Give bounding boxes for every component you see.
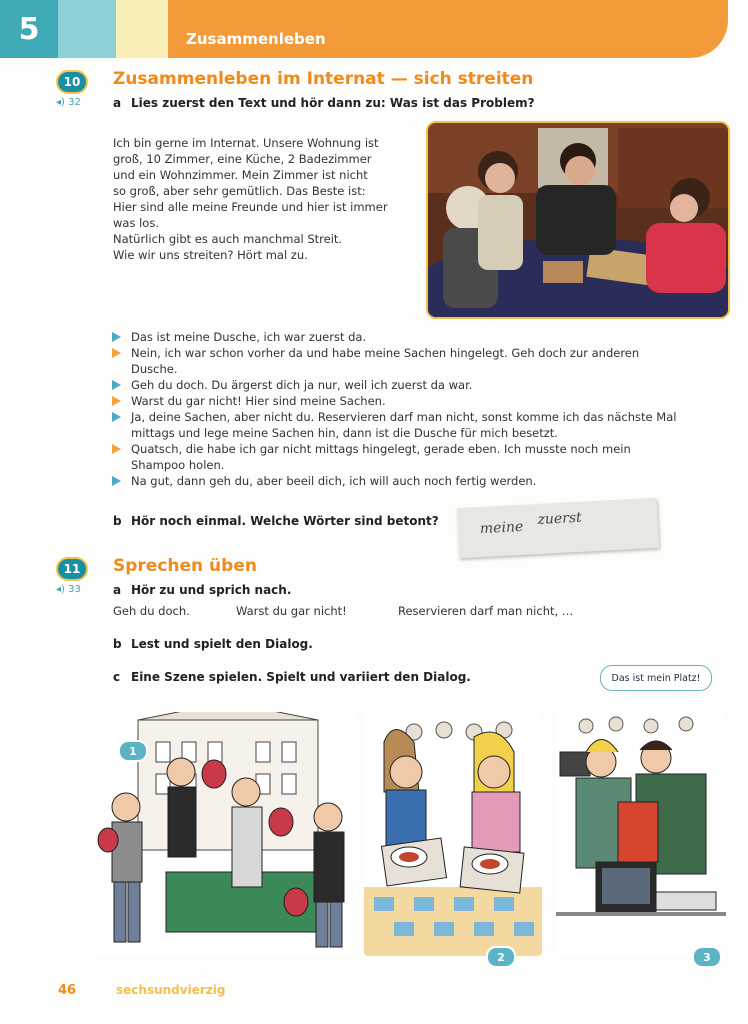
stressed-words-note: [457, 498, 659, 558]
intro-line: und ein Wohnzimmer. Mein Zimmer ist nicht: [113, 168, 368, 182]
sub-letter: b: [113, 514, 122, 528]
chapter-title: Zusammenleben: [186, 30, 326, 48]
phrase-3: Reservieren darf man nicht, …: [398, 604, 574, 618]
exercise-11b-instruction: [113, 637, 313, 651]
dialogue-line: [112, 377, 684, 393]
dialogue-text: Das ist meine Dusche, ich war zuerst da.: [131, 330, 367, 344]
speaker-b-marker: [112, 396, 121, 406]
dialogue-line: [112, 345, 684, 377]
dialogue-line: [112, 409, 684, 441]
dialogue-text: Na gut, dann geh du, aber beeil dich, ich will auch noch fertig werden.: [131, 474, 537, 488]
speaker-a-marker: [112, 476, 121, 486]
intro-line: Ich bin gerne im Internat. Unsere Wohnung ist: [113, 136, 379, 150]
dialogue-line: [112, 473, 684, 489]
exercise-10-title: Zusammenleben im Internat — sich streiten: [113, 69, 534, 89]
exercise-11a-instruction: [113, 583, 291, 597]
speaker-icon: ◂): [56, 97, 65, 108]
chapter-number: 5: [0, 0, 58, 58]
dialogue-text: Quatsch, die habe ich gar nicht mittags hingelegt, gerade eben. Ich musste noch mein Shampoo holen.: [131, 442, 631, 472]
dialogue-text: Nein, ich war schon vorher da und habe meine Sachen hingelegt. Geh doch zur anderen Dusche.: [131, 346, 640, 376]
audio-track-33[interactable]: [56, 584, 81, 595]
intro-line: Natürlich gibt es auch manchmal Streit.: [113, 232, 343, 246]
sub-text: Eine Szene spielen. Spielt und variiert den Dialog.: [131, 670, 471, 684]
exercise-10-badge: 10: [56, 70, 88, 94]
header-bar: [168, 0, 728, 58]
note-word: zuerst: [537, 509, 583, 529]
dialogue-text: Warst du gar nicht! Hier sind meine Sachen.: [131, 394, 386, 408]
intro-line: was los.: [113, 216, 159, 230]
exercise-11-title: Sprechen üben: [113, 556, 257, 576]
dialogue-text: Geh du doch. Du ärgerst dich ja nur, weil ich zuerst da war.: [131, 378, 473, 392]
sub-letter: a: [113, 96, 122, 110]
speaker-a-marker: [112, 380, 121, 390]
speaker-icon: ◂): [56, 584, 65, 595]
scene-3-computer-room: [556, 712, 726, 956]
speaker-a-marker: [112, 332, 121, 342]
phrase-2: Warst du gar nicht!: [236, 604, 347, 618]
track-number: 33: [68, 584, 81, 595]
dialogue-line: [112, 441, 684, 473]
scene-2-cafeteria: [364, 712, 542, 956]
internat-photo: [426, 121, 730, 319]
sub-letter: b: [113, 637, 122, 651]
sub-letter: c: [113, 670, 121, 684]
note-word: meine: [479, 518, 524, 538]
dialogue-line: [112, 393, 684, 409]
exercise-10a-instruction: [113, 96, 535, 110]
header-decor-teal: [58, 0, 116, 58]
sub-text: Lies zuerst den Text und hör dann zu: Was ist das Problem?: [131, 96, 535, 110]
intro-line: groß, 10 Zimmer, eine Küche, 2 Badezimmer: [113, 152, 372, 166]
page-number: 46: [58, 983, 77, 998]
sub-text: Hör noch einmal. Welche Wörter sind betont?: [131, 514, 439, 528]
speaker-b-marker: [112, 348, 121, 358]
phrase-1: Geh du doch.: [113, 604, 190, 618]
sub-text: Hör zu und sprich nach.: [131, 583, 292, 597]
exercise-11c-instruction: [113, 670, 471, 684]
intro-text: [113, 135, 413, 263]
page-number-word: sechsundvierzig: [116, 983, 226, 997]
scene-number-3: 3: [692, 946, 722, 968]
header-decor-yellow: [116, 0, 168, 58]
intro-line: Wie wir uns streiten? Hört mal zu.: [113, 248, 308, 262]
intro-line: Hier sind alle meine Freunde und hier ist immer: [113, 200, 388, 214]
track-number: 32: [68, 97, 81, 108]
sub-text: Lest und spielt den Dialog.: [131, 637, 313, 651]
exercise-11-badge: 11: [56, 557, 88, 581]
audio-track-32[interactable]: [56, 97, 81, 108]
intro-line: so groß, aber sehr gemütlich. Das Beste ist:: [113, 184, 366, 198]
dialogue: [112, 329, 684, 489]
speaker-b-marker: [112, 444, 121, 454]
exercise-10b-instruction: [113, 514, 439, 528]
speech-bubble: Das ist mein Platz!: [600, 665, 712, 691]
scene-number-2: 2: [486, 946, 516, 968]
dialogue-line: [112, 329, 684, 345]
dialogue-text: Ja, deine Sachen, aber nicht du. Reservieren darf man nicht, sonst komme ich das nächste Mal mittags und lege meine Sachen hin, dann ist die Dusche für mich besetzt.: [131, 410, 677, 440]
scene-number-1: 1: [118, 740, 148, 762]
speaker-a-marker: [112, 412, 121, 422]
sub-letter: a: [113, 583, 122, 597]
